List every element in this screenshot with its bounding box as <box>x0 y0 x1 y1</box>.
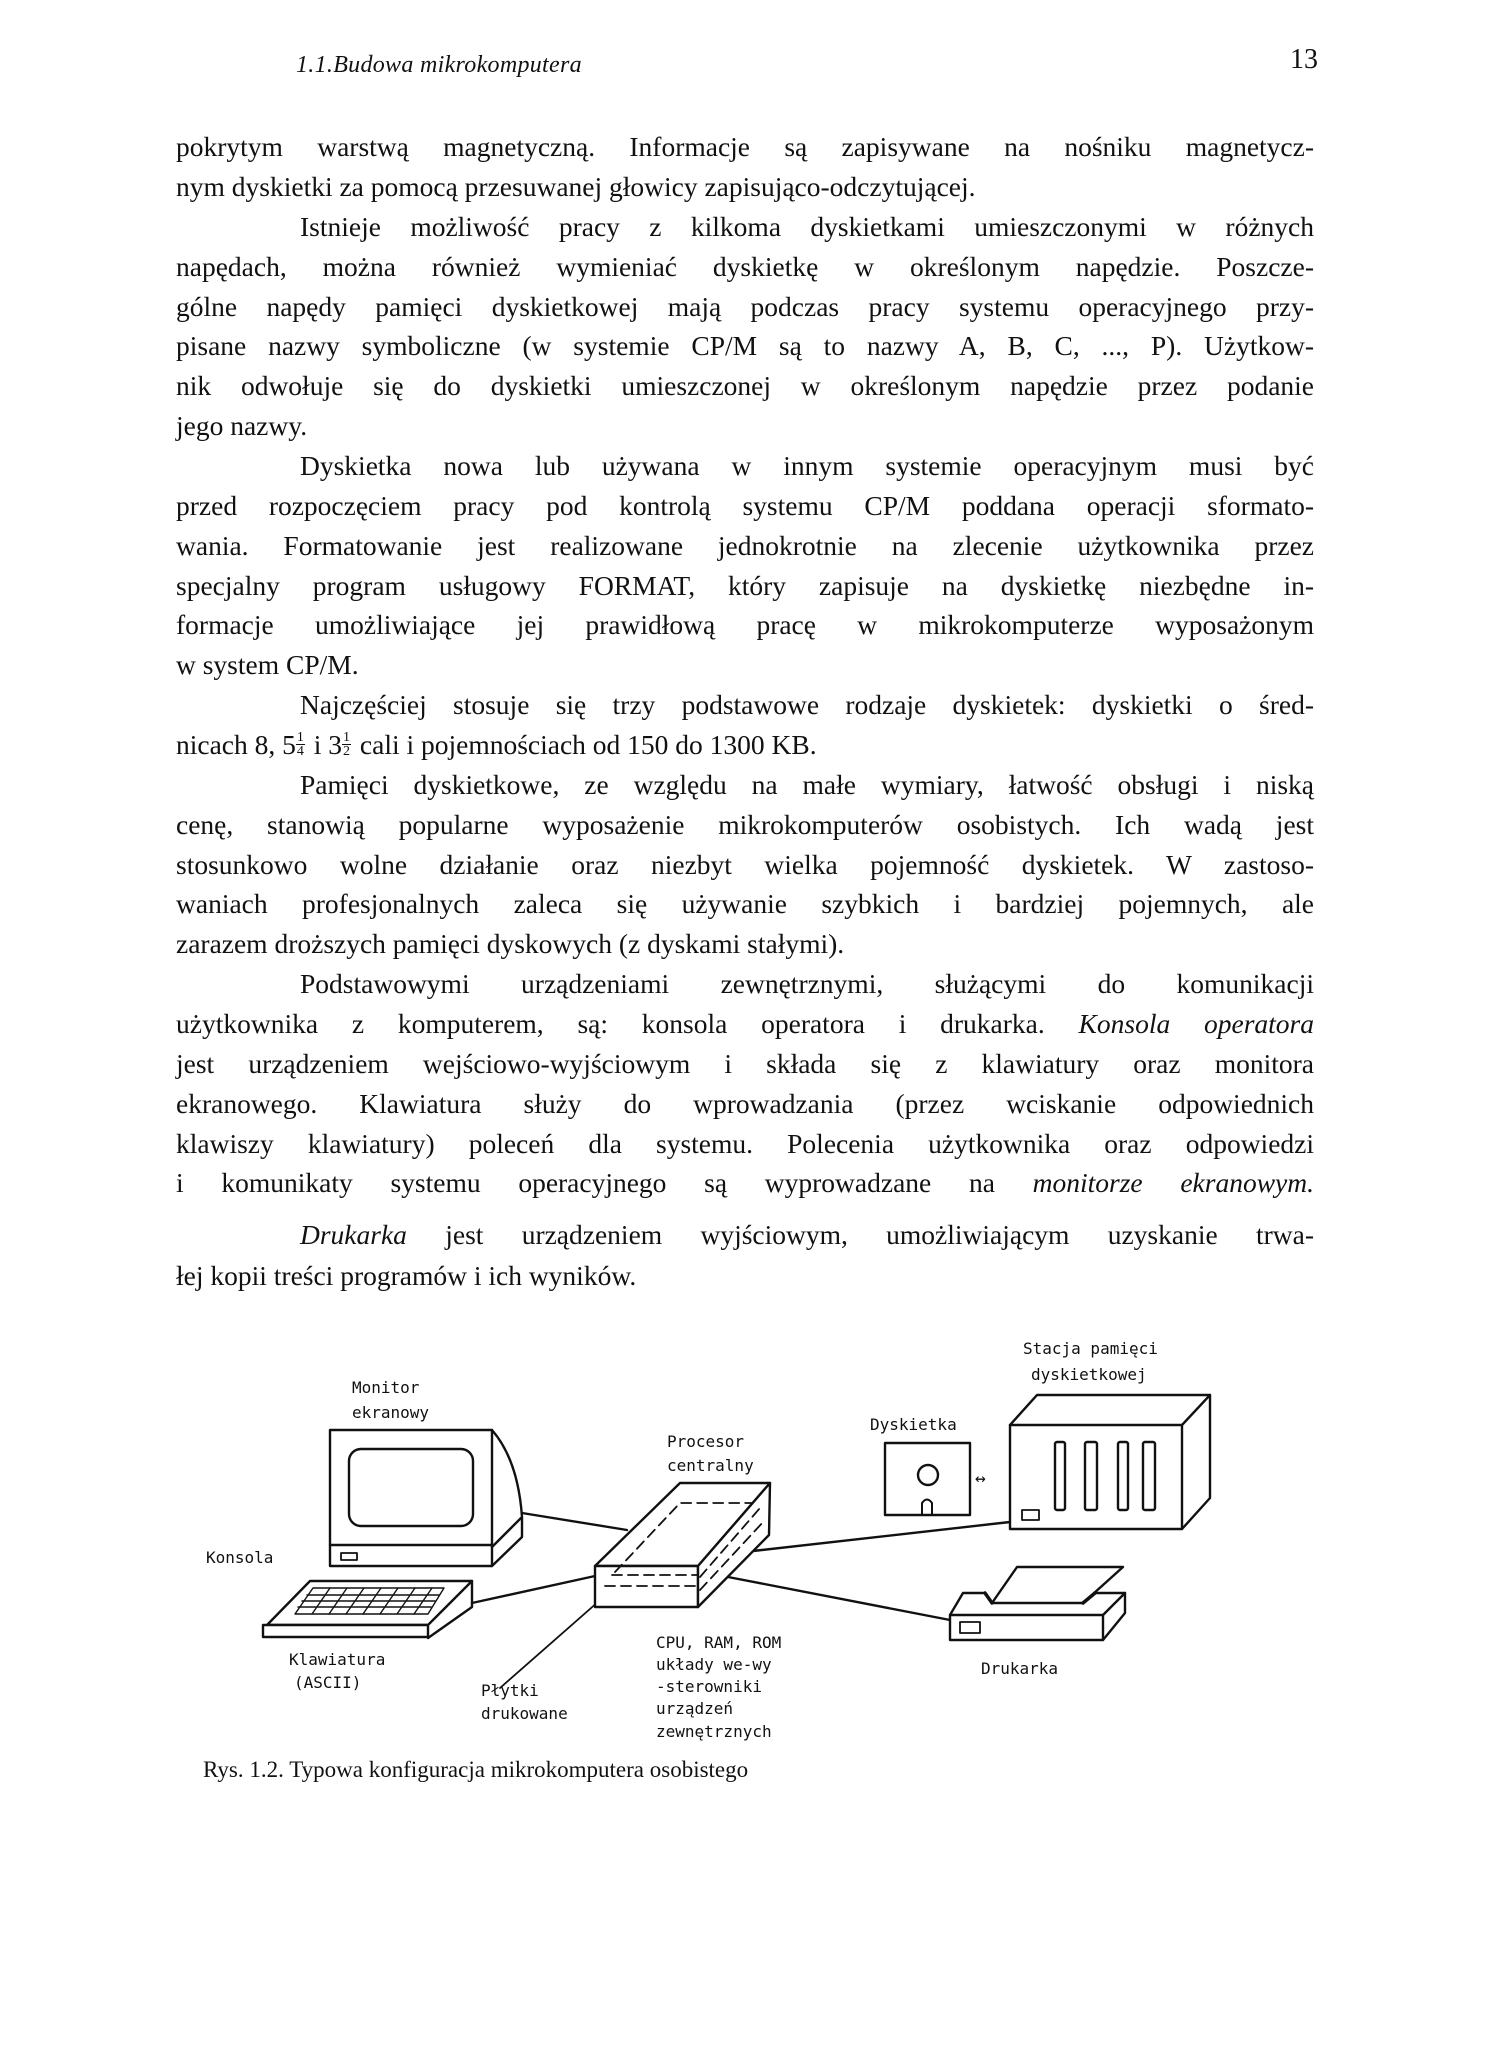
label-cpu: CPU, RAM, ROM <box>656 1633 782 1652</box>
label-cpu-5: zewnętrznych <box>656 1722 772 1741</box>
diskette-icon <box>885 1443 970 1515</box>
label-cpu-4: urządzeń <box>656 1699 734 1718</box>
paragraph-start: Dyskietka nowa lub używana w innym systemie operacyjnym musi być <box>300 450 1314 481</box>
fraction-denominator: 2 <box>343 744 351 760</box>
text-line: klawiszy klawiatury) poleceń dla systemu. Polecenia użytkownika oraz odpowiedzi <box>176 1128 1314 1159</box>
text-run: nicach 8, 5 <box>176 729 296 760</box>
paragraph-start: Najczęściej stosuje się trzy podstawowe rodzaje dyskietek: dyskietki o śred- <box>300 689 1314 720</box>
italic-term: Konsola operatora <box>1078 1008 1314 1039</box>
keyboard-icon <box>263 1581 472 1638</box>
label-storage-station-2: dyskietkowej <box>1031 1365 1147 1384</box>
monitor-icon <box>330 1430 522 1566</box>
fraction-numerator: 1 <box>296 730 304 746</box>
label-boards-2: drukowane <box>481 1704 568 1723</box>
bidirectional-arrow-icon: ↔ <box>975 1468 986 1489</box>
text-run: i komunikaty systemu operacyjnego są wyprowadzane na <box>176 1167 1033 1198</box>
fraction-denominator: 4 <box>296 744 304 760</box>
label-cpu-3: -sterowniki <box>656 1677 762 1696</box>
text-line: cenę, stanowią popularne wyposażenie mikrokomputerów osobistych. Ich wadą jest <box>176 809 1314 840</box>
label-processor-2: centralny <box>667 1456 754 1475</box>
text-line: formacje umożliwiające jej prawidłową pracę w mikrokomputerze wyposażonym <box>176 609 1314 640</box>
text-line: nik odwołuje się do dyskietki umieszczonej w określonym napędzie przez podanie <box>176 370 1314 401</box>
floppy-drive-icon <box>1010 1395 1210 1529</box>
label-printer: Drukarka <box>981 1659 1059 1678</box>
text-line: ekranowego. Klawiatura służy do wprowadzania (przez wciskanie odpowiednich <box>176 1088 1314 1119</box>
fraction-numerator: 1 <box>343 730 351 746</box>
text-line: w system CP/M. <box>176 649 359 680</box>
text-line: jest urządzeniem wejściowo-wyjściowym i składa się z klawiatury oraz monitora <box>176 1048 1314 1079</box>
page-number: 13 <box>1290 44 1318 75</box>
label-storage-station: Stacja pamięci <box>1023 1339 1158 1358</box>
text-line: pisane nazwy symboliczne (w systemie CP/M są to nazwy A, B, C, ..., P). Użytkow- <box>176 330 1314 361</box>
paragraph-start: Podstawowymi urządzeniami zewnętrznymi, służącymi do komunikacji <box>300 968 1314 999</box>
text-line: przed rozpoczęciem pracy pod kontrolą systemu CP/M poddana operacji sformato- <box>176 490 1314 521</box>
text-line: jego nazwy. <box>176 410 308 441</box>
cpu-unit-icon <box>595 1483 770 1607</box>
label-keyboard-2: (ASCII) <box>294 1673 362 1692</box>
italic-term: monitorze ekranowym. <box>1032 1167 1314 1198</box>
text-line: gólne napędy pamięci dyskietkowej mają podczas pracy systemu operacyjnego przy- <box>176 291 1314 322</box>
paragraph-start: Istnieje możliwość pracy z kilkoma dyskietkami umieszczonymi w różnych <box>300 211 1314 242</box>
italic-term: Drukarka <box>300 1219 407 1250</box>
figure-caption: Rys. 1.2. Typowa konfiguracja mikrokomputera osobistego <box>203 1757 749 1782</box>
text-line: napędach, można również wymieniać dyskietkę w określonym napędzie. Poszcze- <box>176 251 1314 282</box>
section-title: 1.1.Budowa mikrokomputera <box>296 52 582 78</box>
text-run: cali i pojemnościach od 150 do 1300 KB. <box>353 729 817 760</box>
text-line: stosunkowo wolne działanie oraz niezbyt wielka pojemność dyskietek. W zastoso- <box>176 849 1314 880</box>
text-line: waniach profesjonalnych zaleca się używanie szybkich i bardziej pojemnych, ale <box>176 888 1314 919</box>
printer-icon <box>950 1567 1125 1640</box>
text-line: zarazem droższych pamięci dyskowych (z dyskami stałymi). <box>176 928 845 959</box>
label-processor: Procesor <box>667 1432 745 1451</box>
text-run: jest urządzeniem wyjściowym, umożliwiającym uzyskanie trwa- <box>406 1219 1314 1250</box>
text-run: użytkownika z komputerem, są: konsola operatora i drukarka. <box>176 1008 1079 1039</box>
label-diskette: Dyskietka <box>870 1415 957 1434</box>
label-keyboard: Klawiatura <box>289 1650 386 1669</box>
text-line: łej kopii treści programów i ich wyników. <box>176 1260 637 1291</box>
label-monitor: Monitor <box>352 1378 420 1397</box>
label-console: Konsola <box>206 1548 274 1567</box>
paragraph-start: Pamięci dyskietkowe, ze względu na małe wymiary, łatwość obsługi i niską <box>300 769 1314 800</box>
text-line: nym dyskietki za pomocą przesuwanej głowicy zapisująco-odczytującej. <box>176 171 976 202</box>
label-boards: Płytki <box>481 1681 539 1700</box>
text-line: wania. Formatowanie jest realizowane jednokrotnie na zlecenie użytkownika przez <box>176 530 1314 561</box>
label-monitor-2: ekranowy <box>352 1403 430 1422</box>
label-cpu-2: układy we-wy <box>656 1655 772 1674</box>
text-line: pokrytym warstwą magnetyczną. Informacje są zapisywane na nośniku magnetycz- <box>176 131 1314 162</box>
text-run: i 3 <box>306 729 343 760</box>
text-line: specjalny program usługowy FORMAT, który zapisuje na dyskietkę niezbędne in- <box>176 570 1314 601</box>
